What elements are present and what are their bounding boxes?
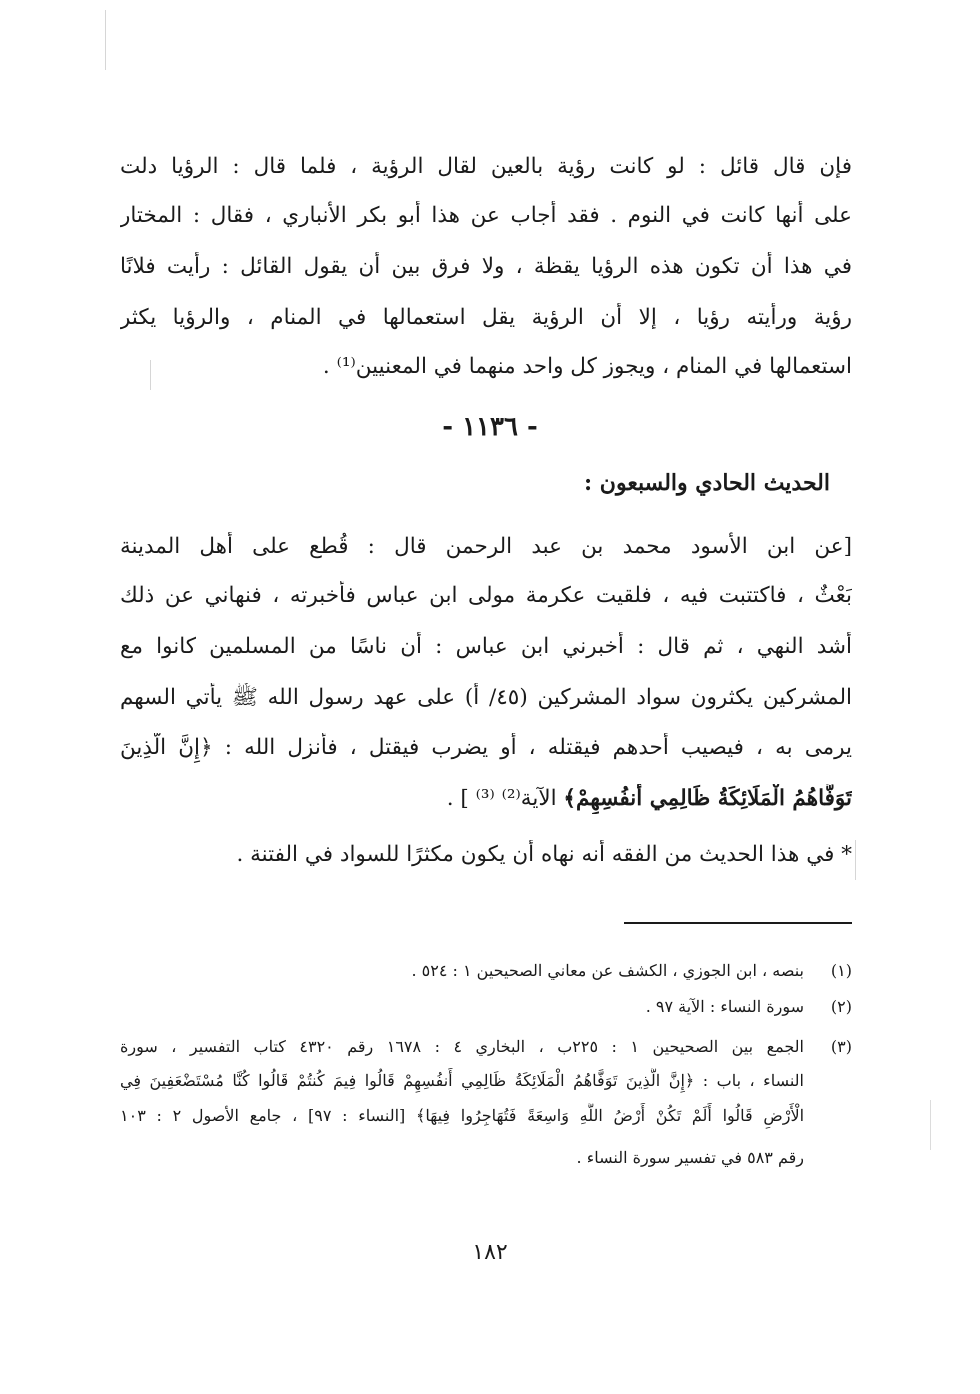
footnote-1-number: (١)	[830, 961, 852, 980]
footnote-separator	[624, 922, 852, 924]
footnote-3-line-1: الجمع بين الصحيحين ١ : ٢٢٥ب ، البخاري ٤ : ١٦٧٨ رقم ٤٣٢٠ كتاب التفسير ، سورة	[120, 1037, 804, 1056]
hadith-line-1: [عن ابن الأسود محمد بن عبد الرحمن قال : قُطع على أهل المدينة	[120, 534, 852, 559]
scan-artifact	[105, 10, 106, 70]
scan-artifact	[150, 360, 151, 390]
hadith-number: - ١١٣٦ -	[442, 412, 538, 442]
paragraph1-line-2: على أنها كانت في النوم . فقد أجاب عن هذا أبو بكر الأنباري ، فقال : المختار	[120, 203, 852, 228]
paragraph1-line-3: في هذا أن تكون هذه الرؤيا يقظة ، ولا فرق بين أن يقول القائل : رأيت فلانًا	[120, 254, 852, 279]
footnote-1-text: بنصه ، ابن الجوزي ، الكشف عن معاني الصحيحين ١ : ٥٢٤ .	[411, 961, 804, 980]
hadith-line-3: أشد النهي ، ثم قال : أخبرني ابن عباس : أن ناسًا من المسلمين كانوا مع	[120, 634, 852, 659]
footnote-2-text: سورة النساء : الآية ٩٧ .	[645, 997, 804, 1016]
paragraph1-line-5: استعمالها في المنام ، ويجوز كل واحد منهما في المعنيين⁽¹⁾ .	[322, 354, 852, 379]
verse-reference: الآية⁽²⁾ ⁽³⁾ ] .	[446, 786, 564, 811]
page-number: ١٨٢	[472, 1240, 508, 1265]
footnote-2	[120, 994, 852, 1020]
paragraph1-line-1: فإن قال قائل : لو كانت رؤية بالعين لقال الرؤية ، فلما قال : الرؤيا دلت	[120, 154, 852, 179]
footnote-3-line-4: رقم ٥٨٣ في تفسير سورة النساء .	[576, 1148, 804, 1167]
scan-artifact	[930, 1100, 931, 1150]
footnote-3-line-2: النساء ، باب : ﴿إِنَّ الَّذِينَ تَوَفَّاهُمُ الْمَلَائِكَةُ ظَالِمِي أَنفُسِهِمْ قَالُوا فِيمَ كُنتُمْ قَالُوا كُنَّا مُسْتَضْعَفِينَ فِي	[120, 1071, 804, 1090]
hadith-line-2: بَعْثٌ ، فاكتتبت فيه ، فلقيت عكرمة مولى ابن عباس فأخبرته ، فنهاني عن ذلك	[120, 583, 852, 608]
hadith-line-4: المشركين يكثرون سواد المشركين (٤٥/ أ) على عهد رسول الله ﷺ يأتي السهم	[120, 685, 852, 710]
hadith-line-6	[120, 784, 852, 814]
footnote-1	[120, 958, 852, 984]
hadith-line-5: يرمى به ، فيصيب أحدهم فيقتله ، أو يضرب فيقتل ، فأنزل الله : ﴿إِنَّ الَّذِينَ	[120, 735, 852, 760]
paragraph1-line-4: رؤية ورأيته رؤيا ، إلا أن الرؤية يقل استعمالها في المنام ، والرؤيا يكثر	[120, 305, 852, 330]
footnote-3-number: (٣)	[830, 1037, 852, 1056]
footnote-2-number: (٢)	[830, 997, 852, 1016]
scan-artifact	[855, 840, 856, 880]
quran-verse: تَوَفَّاهُمُ الْمَلَائِكَةُ ظَالِمِي أَنفُسِهِمْ﴾	[563, 786, 852, 811]
hadith-heading: الحديث الحادي والسبعون :	[584, 470, 830, 496]
footnote-3-line-3: الْأَرْضِ قَالُوا أَلَمْ تَكُنْ أَرْضُ اللَّهِ وَاسِعَةً فَتُهَاجِرُوا فِيهَا﴾ [النساء : ٩٧] ، جامع الأصول ٢ : ١٠٣	[120, 1106, 804, 1125]
fiqh-note: * في هذا الحديث من الفقه أنه نهاه أن يكون مكثرًا للسواد في الفتنة .	[236, 842, 852, 867]
